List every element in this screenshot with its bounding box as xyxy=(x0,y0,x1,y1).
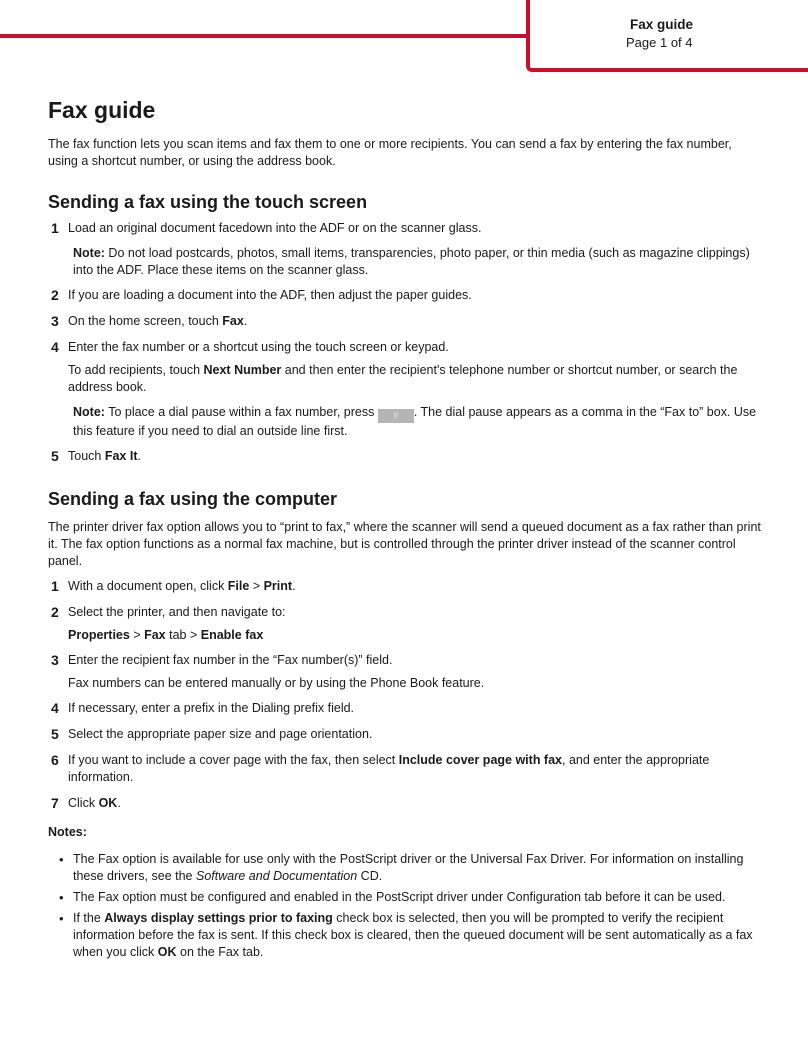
bullet-icon: • xyxy=(59,890,64,905)
step-text: . xyxy=(243,314,248,328)
note-text: on the Fax tab. xyxy=(176,945,264,959)
step-number: 4 xyxy=(51,339,59,355)
step-bold-text: File xyxy=(227,579,250,593)
step-text: If necessary, enter a prefix in the Dialing prefix field. xyxy=(68,701,355,715)
section-intro: The printer driver fax option allows you to “print to fax,” where the scanner will send a queued document as a fax rather than print it. The fax option functions as a normal fax machine, but is controlled through the printer driver instead of the scanner control panel. xyxy=(48,520,761,568)
navigation-path xyxy=(48,627,764,644)
path-item: Fax xyxy=(144,628,166,642)
section-heading-touch-screen: Sending a fax using the touch screen xyxy=(48,192,368,212)
step-text: Touch xyxy=(68,449,105,463)
step-text: Select the printer, and then navigate to: xyxy=(68,605,286,619)
step-number: 1 xyxy=(51,220,59,236)
note-label: Note: xyxy=(73,405,105,419)
step xyxy=(48,313,764,330)
step-text: . xyxy=(292,579,296,593)
step xyxy=(48,795,764,812)
step-number: 5 xyxy=(51,448,59,464)
notes-list xyxy=(48,851,764,961)
step-number: 4 xyxy=(51,700,59,716)
step-number: 7 xyxy=(51,795,59,811)
header-title: Fax guide xyxy=(630,17,694,32)
bullet-icon: • xyxy=(59,852,64,867)
page-title: Fax guide xyxy=(48,97,156,123)
page-indicator: Page 1 of 4 xyxy=(626,35,693,50)
step-text: Load an original document facedown into the ADF or on the scanner glass. xyxy=(68,221,482,235)
note xyxy=(48,404,764,440)
step-bold-text: Fax xyxy=(222,314,244,328)
step xyxy=(48,604,764,621)
path-separator: tab > xyxy=(165,628,201,642)
step-bold-text: Fax It xyxy=(104,449,138,463)
header-rule xyxy=(0,34,528,38)
note-label: Note: xyxy=(73,246,105,260)
pause-key-icon: II xyxy=(378,409,414,423)
step xyxy=(48,287,764,304)
step-text: If you want to include a cover page with the fax, then select xyxy=(68,753,399,767)
path-item: Enable fax xyxy=(200,628,264,642)
note-text: The Fax option must be configured and enabled in the PostScript driver under Configuration tab before it can be used. xyxy=(73,890,726,904)
step-text: Select the appropriate paper size and page orientation. xyxy=(68,727,373,741)
step-text: > xyxy=(249,579,264,593)
document-body xyxy=(48,94,764,965)
note-text: The Fax option is available for use only with the PostScript driver or the Universal Fax Driver. For information on installing these drivers, see the xyxy=(73,852,744,883)
note xyxy=(48,245,764,279)
note-text: To place a dial pause within a fax number, press xyxy=(104,405,378,419)
note-text: check box is selected, then you will be prompted to verify the recipient information before the fax is sent. If this check box is cleared, then the queued document will be sent automatically as a fax when you click xyxy=(73,911,753,959)
step xyxy=(48,448,764,465)
step-bold-text: Print xyxy=(263,579,293,593)
step-text: . xyxy=(117,796,121,810)
step-detail: Fax numbers can be entered manually or by using the Phone Book feature. xyxy=(68,676,485,690)
step-number: 1 xyxy=(51,578,59,594)
step xyxy=(48,339,764,356)
page-header-box xyxy=(526,0,808,72)
note-italic-text: Software and Documentation xyxy=(195,869,358,883)
step-number: 5 xyxy=(51,726,59,742)
step-number: 2 xyxy=(51,604,59,620)
step-text: Click xyxy=(68,796,99,810)
list-item xyxy=(48,851,764,885)
note-text: Do not load postcards, photos, small items, transparencies, photo paper, or thin media (such as magazine clippings) into the ADF. Place these items on the scanner glass. xyxy=(73,246,750,277)
list-item xyxy=(48,910,764,961)
step-text: . xyxy=(137,449,141,463)
step-text: , and enter the appropriate information. xyxy=(68,753,710,784)
step-bold-text: Include cover page with fax xyxy=(398,753,562,767)
step-bold-text: OK xyxy=(98,796,118,810)
step xyxy=(48,652,764,669)
step-text: Enter the recipient fax number in the “Fax number(s)” field. xyxy=(68,653,393,667)
note-bold-text: Always display settings prior to faxing xyxy=(104,911,333,925)
step xyxy=(48,578,764,595)
note-text: CD. xyxy=(357,869,383,883)
bullet-icon: • xyxy=(59,911,64,926)
note-text: If the xyxy=(73,911,105,925)
step-number: 3 xyxy=(51,313,59,329)
step xyxy=(48,752,764,786)
step-number: 6 xyxy=(51,752,59,768)
step-text: On the home screen, touch xyxy=(68,314,223,328)
detail-bold-text: Next Number xyxy=(203,363,282,377)
section-heading-computer: Sending a fax using the computer xyxy=(48,489,338,509)
intro-paragraph: The fax function lets you scan items and fax them to one or more recipients. You can send a fax by entering the fax number, using a shortcut number, or using the address book. xyxy=(48,137,732,168)
step xyxy=(48,700,764,717)
note-bold-text: OK xyxy=(157,945,177,959)
step-text: If you are loading a document into the ADF, then adjust the paper guides. xyxy=(68,288,472,302)
detail-text: To add recipients, touch xyxy=(68,363,204,377)
list-item xyxy=(48,889,764,906)
step xyxy=(48,220,764,237)
path-separator: > xyxy=(129,628,145,642)
step-detail xyxy=(48,362,764,396)
step-number: 2 xyxy=(51,287,59,303)
step-number: 3 xyxy=(51,652,59,668)
step-text: Enter the fax number or a shortcut using the touch screen or keypad. xyxy=(68,340,449,354)
step-text: With a document open, click xyxy=(68,579,228,593)
detail-text: and then enter the recipient's telephone number or shortcut number, or search the address book. xyxy=(68,363,738,394)
path-item: Properties xyxy=(68,628,130,642)
notes-label: Notes: xyxy=(48,825,87,839)
note-text: . The dial pause appears as a comma in the “Fax to” box. Use this feature if you need to dial an outside line first. xyxy=(73,405,757,438)
step xyxy=(48,726,764,743)
